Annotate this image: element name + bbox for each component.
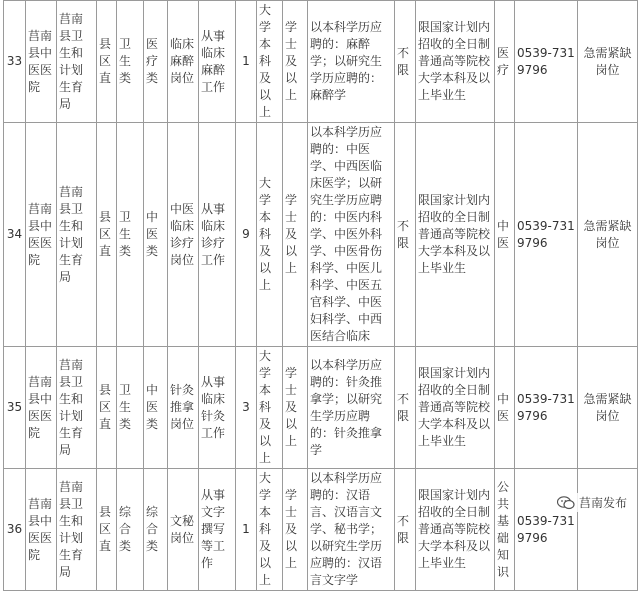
cell-degree: 学士及以上 (283, 347, 308, 469)
cell-duty: 从事临床麻醉工作 (199, 1, 236, 123)
cell-duty: 从事文字撰写等工作 (199, 469, 236, 591)
cell-count: 9 (236, 123, 257, 347)
cell-other-requirements: 限国家计划内招收的全日制普通高等院校大学本科及以上毕业生 (416, 123, 495, 347)
recruitment-table (3, 0, 638, 591)
cell-level: 县区直 (97, 347, 117, 469)
cell-category: 卫生类 (117, 347, 144, 469)
cell-post-type: 综合类 (144, 469, 168, 591)
cell-phone: 0539-7319796 (515, 1, 578, 123)
cell-number: 35 (4, 347, 26, 469)
cell-remark (578, 469, 638, 591)
cell-authority: 莒南县卫生和计划生育局 (57, 347, 97, 469)
cell-category: 综合类 (117, 469, 144, 591)
table-row (4, 469, 638, 591)
cell-duty: 从事临床针灸工作 (199, 347, 236, 469)
cell-phone: 0539-7319796 (515, 347, 578, 469)
cell-authority: 莒南县卫生和计划生育局 (57, 1, 97, 123)
cell-age: 不限 (395, 123, 416, 347)
cell-authority: 莒南县卫生和计划生育局 (57, 469, 97, 591)
cell-post-name: 文秘岗位 (168, 469, 199, 591)
cell-other-requirements: 限国家计划内招收的全日制普通高等院校大学本科及以上毕业生 (416, 1, 495, 123)
cell-education: 大学本科及以上 (257, 347, 283, 469)
cell-education: 大学本科及以上 (257, 1, 283, 123)
cell-age: 不限 (395, 1, 416, 123)
cell-major: 以本科学历应聘的：麻醉学；以研究生学历应聘的：麻醉学 (308, 1, 395, 123)
cell-level: 县区直 (97, 469, 117, 591)
cell-hiring-unit: 莒南县中医医院 (26, 1, 57, 123)
cell-age: 不限 (395, 469, 416, 591)
cell-level: 县区直 (97, 123, 117, 347)
cell-education: 大学本科及以上 (257, 123, 283, 347)
cell-hiring-unit: 莒南县中医医院 (26, 469, 57, 591)
cell-other-requirements: 限国家计划内招收的全日制普通高等院校大学本科及以上毕业生 (416, 347, 495, 469)
cell-degree: 学士及以上 (283, 469, 308, 591)
cell-category: 卫生类 (117, 1, 144, 123)
cell-level: 县区直 (97, 1, 117, 123)
cell-duty: 从事临床诊疗工作 (199, 123, 236, 347)
cell-count: 1 (236, 469, 257, 591)
cell-number: 36 (4, 469, 26, 591)
table-row (4, 347, 638, 469)
cell-remark: 急需紧缺岗位 (578, 1, 638, 123)
cell-major: 以本科学历应聘的：中医学、中西医临床医学；以研究生学历应聘的：中医内科学、中医外科学、中医骨伤科学、中医儿科学、中医五官科学、中医妇科学、中西医结合临床 (308, 123, 395, 347)
cell-number: 34 (4, 123, 26, 347)
cell-age: 不限 (395, 347, 416, 469)
cell-count: 1 (236, 1, 257, 123)
cell-exam-type: 中医 (495, 123, 515, 347)
watermark-text: 莒南发布 (578, 496, 627, 510)
cell-exam-type: 公共基础知识 (495, 469, 515, 591)
cell-phone: 0539-7319796 (515, 123, 578, 347)
cell-post-name: 临床麻醉岗位 (168, 1, 199, 123)
cell-education: 大学本科及以上 (257, 469, 283, 591)
cell-hiring-unit: 莒南县中医医院 (26, 347, 57, 469)
cell-post-name: 针灸推拿岗位 (168, 347, 199, 469)
watermark (554, 493, 630, 512)
cell-post-type: 中医类 (144, 347, 168, 469)
cell-major: 以本科学历应聘的：针灸推拿学；以研究生学历应聘的：针灸推拿学 (308, 347, 395, 469)
table-row (4, 123, 638, 347)
cell-remark: 急需紧缺岗位 (578, 123, 638, 347)
cell-exam-type: 医疗 (495, 1, 515, 123)
cell-other-requirements: 限国家计划内招收的全日制普通高等院校大学本科及以上毕业生 (416, 469, 495, 591)
cell-phone: 0539-7319796 (515, 469, 578, 591)
cell-hiring-unit: 莒南县中医医院 (26, 123, 57, 347)
cell-category: 卫生类 (117, 123, 144, 347)
cell-count: 3 (236, 347, 257, 469)
cell-major: 以本科学历应聘的：汉语言、汉语言文学、秘书学；以研究生学历应聘的：汉语言文字学 (308, 469, 395, 591)
cell-post-type: 医疗类 (144, 1, 168, 123)
cell-degree: 学士及以上 (283, 1, 308, 123)
cell-exam-type: 中医 (495, 347, 515, 469)
cell-authority: 莒南县卫生和计划生育局 (57, 123, 97, 347)
cell-remark: 急需紧缺岗位 (578, 347, 638, 469)
cell-degree: 学士及以上 (283, 123, 308, 347)
cell-number: 33 (4, 1, 26, 123)
wechat-bubble-icon (557, 496, 575, 510)
cell-post-name: 中医临床诊疗岗位 (168, 123, 199, 347)
table-row (4, 1, 638, 123)
cell-post-type: 中医类 (144, 123, 168, 347)
